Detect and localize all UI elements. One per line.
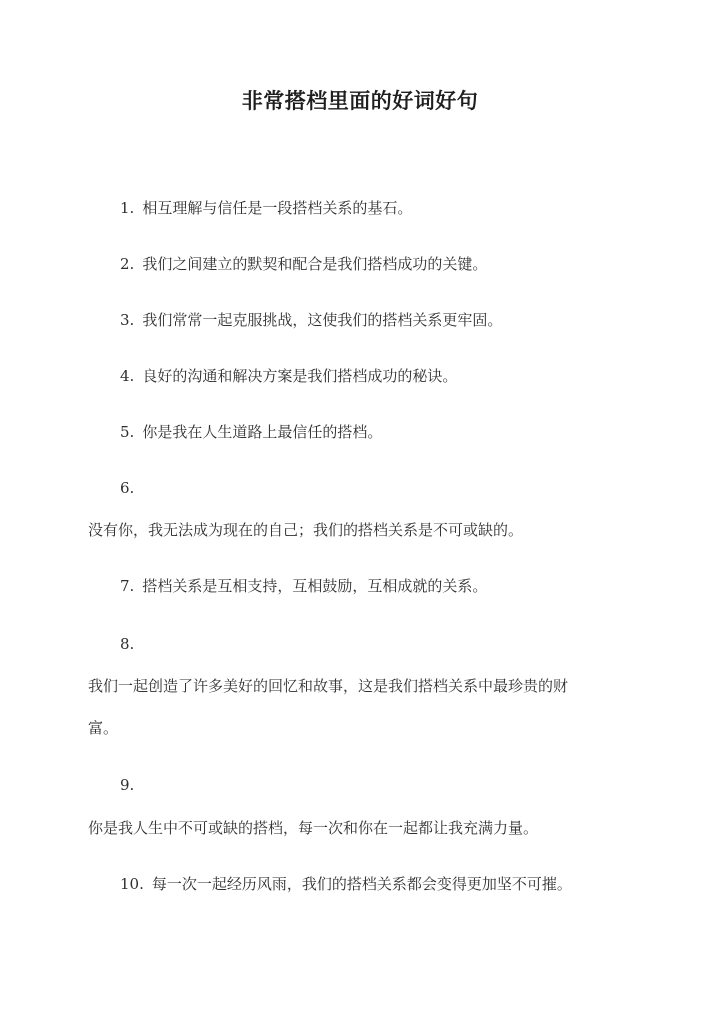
list-item-number: 6. <box>120 479 135 497</box>
list-item-text: 我们之间建立的默契和配合是我们搭档成功的关键。 <box>142 255 488 273</box>
list-item-text: 每一次一起经历风雨，我们的搭档关系都会变得更加坚不可摧。 <box>151 875 572 893</box>
list-item <box>120 574 487 598</box>
list-item-number: 4. <box>120 367 135 385</box>
list-item <box>120 308 502 332</box>
list-item-number: 7. <box>120 577 135 595</box>
list-item <box>120 196 412 220</box>
list-item-text: 我们常常一起克服挑战，这使我们的搭档关系更牢固。 <box>142 311 503 329</box>
list-item <box>120 252 487 276</box>
list-item-text: 没有你，我无法成为现在的自己；我们的搭档关系是不可或缺的。 <box>88 521 524 539</box>
list-item-text: 相互理解与信任是一段搭档关系的基石。 <box>142 199 413 217</box>
list-item-number: 10. <box>120 875 144 893</box>
list-item-text: 你是我人生中不可或缺的搭档，每一次和你在一起都让我充满力量。 <box>88 819 539 837</box>
list-item-text: 良好的沟通和解决方案是我们搭档成功的秘诀。 <box>142 367 458 385</box>
list-item <box>120 872 572 896</box>
list-item <box>120 420 382 444</box>
list-item-number: 2. <box>120 255 135 273</box>
list-item-number: 1. <box>120 199 135 217</box>
list-item-text: 你是我在人生道路上最信任的搭档。 <box>142 423 383 441</box>
list-item <box>120 364 457 388</box>
document-title: 非常搭档里面的好词好句 <box>241 88 479 113</box>
list-item-text-continued: 富。 <box>88 719 119 737</box>
list-item-number: 8. <box>120 635 135 653</box>
list-item-number: 3. <box>120 311 135 329</box>
list-item-number: 5. <box>120 423 135 441</box>
list-item-number: 9. <box>120 776 135 794</box>
list-item-text: 搭档关系是互相支持，互相鼓励，互相成就的关系。 <box>142 577 488 595</box>
list-item-text: 我们一起创造了许多美好的回忆和故事，这是我们搭档关系中最珍贵的财 <box>88 677 569 695</box>
